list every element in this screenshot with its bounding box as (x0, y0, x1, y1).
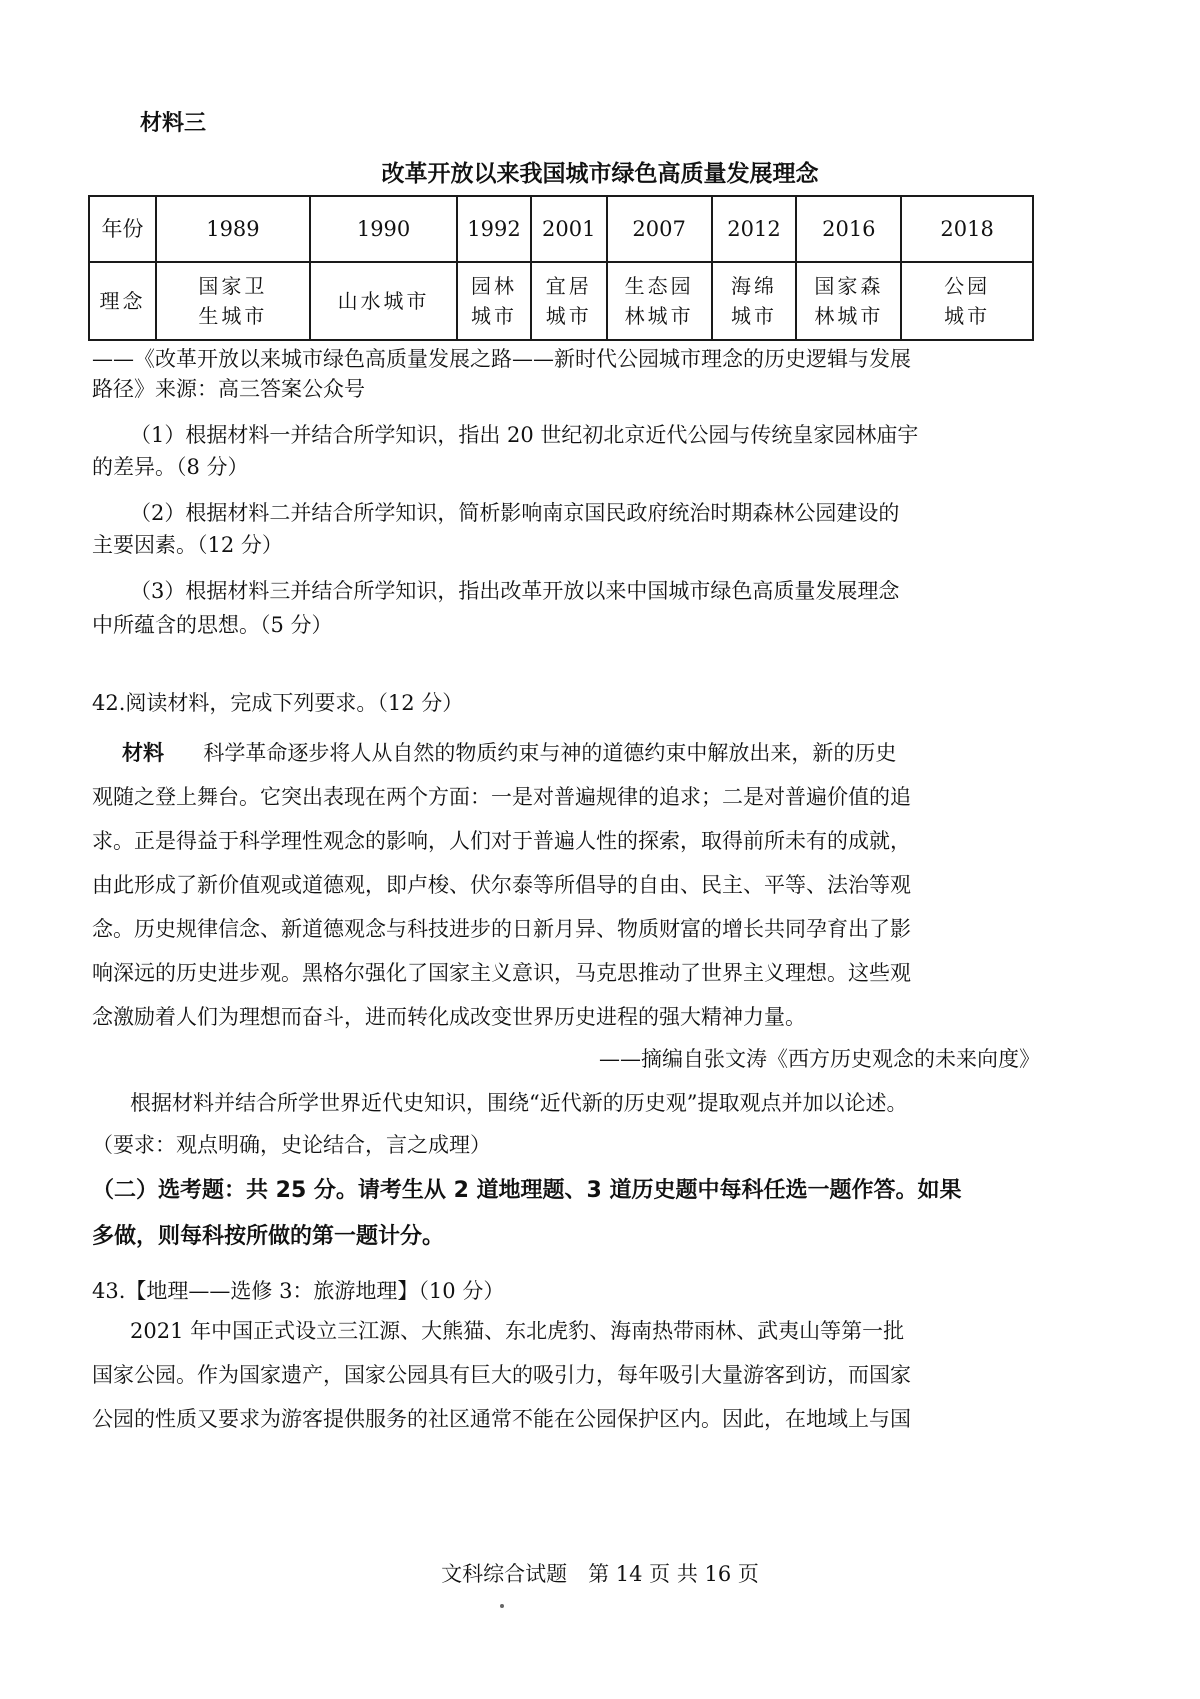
concept-line: 城市 (545, 304, 592, 328)
row-header-year: 年份 (89, 196, 156, 262)
concept-line: 山水城市 (337, 289, 430, 313)
concept-line: 国家卫 (198, 274, 268, 298)
concept-line: 海绵 (730, 274, 777, 298)
q42-material-text: 念。历史规律信念、新道德观念与科技进步的日新月异、物质财富的增长共同孕育出了影 (92, 917, 911, 941)
q42-material-text: 响深远的历史进步观。黑格尔强化了国家主义意识，马克思推动了世界主义理想。这些观 (92, 961, 911, 985)
concept-line: 生态园 (624, 274, 694, 298)
q42-task: 根据材料并结合所学世界近代史知识，围绕“近代新的历史观”提取观点并加以论述。 (130, 1091, 908, 1115)
year-cell: 2012 (712, 196, 797, 262)
q42-material-text: 由此形成了新价值观或道德观，即卢梭、伏尔泰等所倡导的自由、民主、平等、法治等观 (92, 873, 911, 897)
year-cell: 2007 (607, 196, 712, 262)
concept-line: 园林 (471, 274, 518, 298)
question-2-line2: 主要因素。（12 分） (92, 533, 283, 557)
question-42-heading: 42.阅读材料，完成下列要求。（12 分） (92, 691, 464, 715)
source-citation-line1: ——《改革开放以来城市绿色高质量发展之路——新时代公园城市理念的历史逻辑与发展 (92, 347, 911, 371)
concept-cell (457, 262, 531, 340)
concept-cell (156, 262, 310, 340)
concept-cell (796, 262, 901, 340)
year-cell: 1990 (310, 196, 457, 262)
concept-line: 生城市 (198, 304, 268, 328)
concept-line: 国家森 (814, 274, 884, 298)
concept-line: 公园 (944, 274, 991, 298)
q42-material-text: 观随之登上舞台。它突出表现在两个方面：一是对普遍规律的追求；二是对普遍价值的追 (92, 785, 911, 809)
year-cell: 2018 (901, 196, 1033, 262)
q42-material-label: 材料 (122, 741, 164, 765)
question-3-line1: （3）根据材料三并结合所学知识，指出改革开放以来中国城市绿色高质量发展理念 (130, 579, 900, 603)
question-1-line2: 的差异。（8 分） (92, 455, 249, 479)
q42-material-text: 念激励着人们为理想而奋斗，进而转化成改变世界历史进程的强大精神力量。 (92, 1005, 806, 1029)
q43-text-line: 公园的性质又要求为游客提供服务的社区通常不能在公园保护区内。因此，在地域上与国 (92, 1407, 911, 1431)
question-1-line1: （1）根据材料一并结合所学知识，指出 20 世纪初北京近代公园与传统皇家园林庙宇 (130, 423, 919, 447)
q43-text-line: 国家公园。作为国家遗产，国家公园具有巨大的吸引力，每年吸引大量游客到访，而国家 (92, 1363, 911, 1387)
concept-line: 林城市 (624, 304, 694, 328)
concept-cell (531, 262, 607, 340)
concept-line: 城市 (471, 304, 518, 328)
question-3-line2: 中所蕴含的思想。（5 分） (92, 613, 333, 637)
question-2-line1: （2）根据材料二并结合所学知识，简析影响南京国民政府统治时期森林公园建设的 (130, 501, 900, 525)
question-43-heading: 43.【地理——选修 3：旅游地理】（10 分） (92, 1279, 505, 1303)
source-citation-line2: 路径》来源：高三答案公众号 (92, 377, 365, 401)
year-cell: 2016 (796, 196, 901, 262)
q42-material-text: 求。正是得益于科学理性观念的影响，人们对于普遍人性的探索，取得前所未有的成就， (92, 829, 911, 853)
concept-line: 宜居 (545, 274, 592, 298)
concept-table (88, 195, 1034, 341)
concept-cell (712, 262, 797, 340)
table-row-years (89, 196, 1033, 262)
year-cell: 2001 (531, 196, 607, 262)
section-2-instruction-line1: （二）选考题：共 25 分。请考生从 2 道地理题、3 道历史题中每科任选一题作答。如果 (92, 1178, 962, 1203)
page-footer: 文科综合试题 第 14 页 共 16 页 (441, 1562, 759, 1586)
concept-cell (901, 262, 1033, 340)
q43-text-line: 2021 年中国正式设立三江源、大熊猫、东北虎豹、海南热带雨林、武夷山等第一批 (130, 1319, 905, 1343)
year-cell: 1989 (156, 196, 310, 262)
table-title: 改革开放以来我国城市绿色高质量发展理念 (381, 161, 819, 187)
q42-citation: ——摘编自张文涛《西方历史观念的未来向度》 (599, 1047, 1040, 1071)
year-cell: 1992 (457, 196, 531, 262)
q42-material-text: 科学革命逐步将人从自然的物质约束与神的道德约束中解放出来，新的历史 (203, 741, 897, 765)
section-2-instruction-line2: 多做，则每科按所做的第一题计分。 (92, 1224, 445, 1249)
q42-requirement: （要求：观点明确，史论结合，言之成理） (92, 1133, 491, 1157)
concept-line: 林城市 (814, 304, 884, 328)
material-three-label: 材料三 (140, 111, 207, 136)
q42-material-line (122, 738, 896, 768)
row-header-concept: 理念 (89, 262, 156, 340)
concept-line: 城市 (730, 304, 777, 328)
scan-speck (500, 1604, 504, 1608)
table-row-concepts (89, 262, 1033, 340)
concept-cell (607, 262, 712, 340)
concept-cell (310, 262, 457, 340)
concept-line: 城市 (944, 304, 991, 328)
